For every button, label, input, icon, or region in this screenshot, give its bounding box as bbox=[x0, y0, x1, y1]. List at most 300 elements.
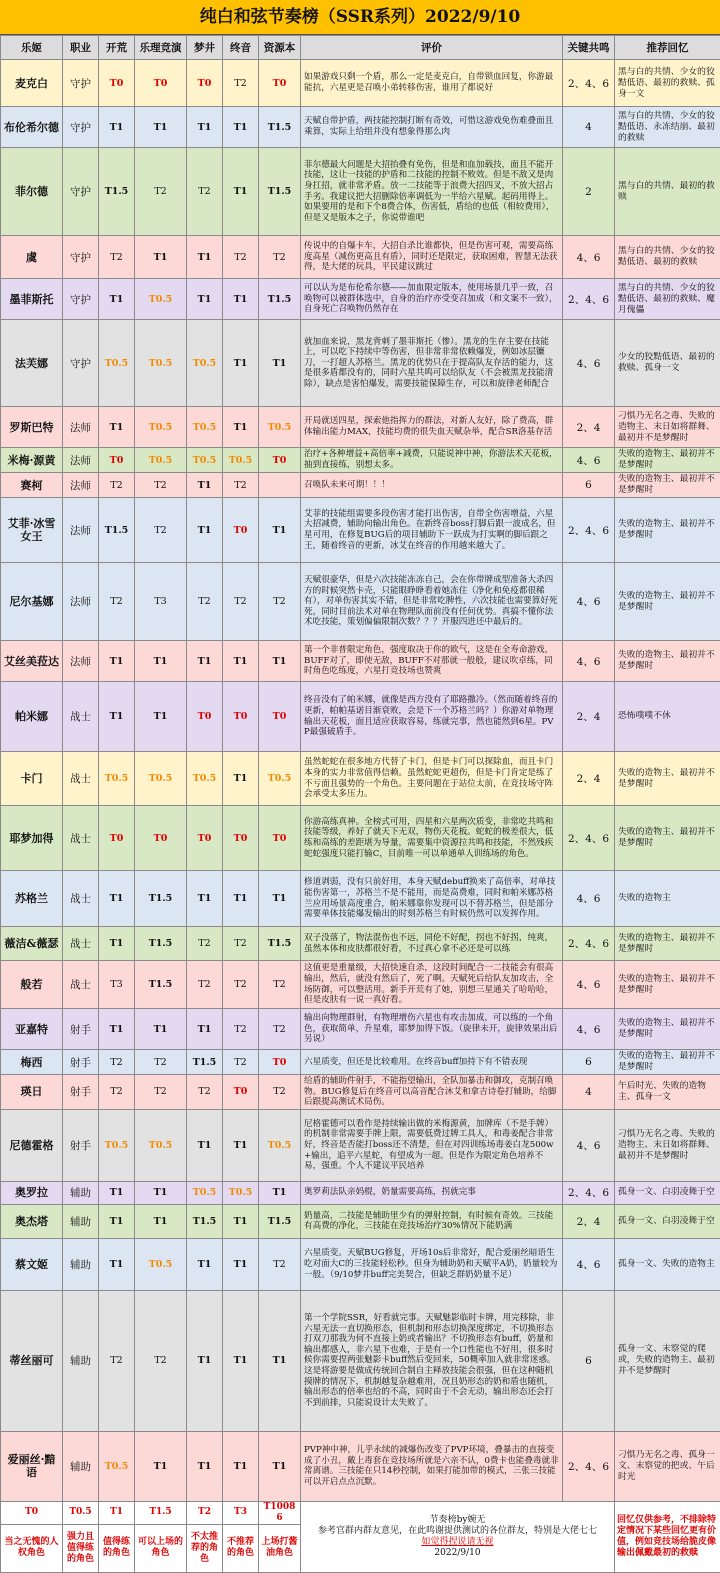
legend-desc: 上场打酱油角色 bbox=[259, 1524, 301, 1572]
character-job: 辅助 bbox=[63, 1181, 99, 1204]
table-row bbox=[1, 1009, 720, 1050]
tier-cell: T1 bbox=[187, 1009, 223, 1050]
recommended-memory: 黑与白的共情、少女的狡黠低语、最初的救赎 bbox=[615, 236, 720, 279]
review-text: 输出向物理群射，有物理增伤六星也有攻击加成，可以练的一个角色，获取简单，升星难，耶梦加得下饭。（旋律未开，旋律效果出后另说） bbox=[301, 1009, 563, 1050]
table-row bbox=[1, 1075, 720, 1110]
review-text: 如果游戏只剩一个盾，那么一定是麦克白，自带锁血回复，你游最能抗，六星更是召唤小弟转移伤害，谁用了都说好 bbox=[301, 60, 563, 107]
legend-tier: T3 bbox=[223, 1501, 259, 1524]
tier-cell: T1 bbox=[259, 1181, 301, 1204]
table-row bbox=[1, 448, 720, 473]
tier-cell: T1 bbox=[135, 1181, 187, 1204]
tier-cell: T0.5 bbox=[187, 1181, 223, 1204]
legend-desc: 不推荐的角色 bbox=[223, 1524, 259, 1572]
review-text: 尼格霍德可以看作是持续输出做的米梅源黄，加牌库（不是手牌）的机制非常需要手牌上限，需要低费过牌工具人，和毒姜配合非常好，终音是否能打boss还不清楚，但在对四训练场毒姜白龙500w+输出，追平六星蛇，有望成为一超。但是作为限定角色培养不易，强重。个人不建议平民培养 bbox=[301, 1109, 563, 1181]
legend-tier: T1.5 bbox=[135, 1501, 187, 1524]
table-row bbox=[1, 1290, 720, 1431]
table-row bbox=[1, 1431, 720, 1501]
tier-cell: T0.5 bbox=[99, 320, 135, 407]
character-job: 法师 bbox=[63, 641, 99, 682]
table-row bbox=[1, 236, 720, 279]
tier-cell: T1.5 bbox=[187, 1204, 223, 1238]
col-header: 开荒 bbox=[99, 36, 135, 60]
col-header: 评价 bbox=[301, 36, 563, 60]
table-row bbox=[1, 1204, 720, 1238]
tier-cell: T1 bbox=[223, 320, 259, 407]
footer-link[interactable]: 如觉得捏说请无视 bbox=[303, 1537, 612, 1548]
review-text: 第一个非普限定角色，强度取决于你的欧气，这是在全寿命游戏，BUFF对了，即使无敌，BUFF不对那就一般般，建议吹卓练，同时角色吃练度，六星打竞技场也赞爽 bbox=[301, 641, 563, 682]
tier-cell: T1.5 bbox=[259, 107, 301, 148]
tier-cell: T0 bbox=[99, 806, 135, 871]
resonance-value: 6 bbox=[563, 473, 615, 498]
col-header: 乐理竞演 bbox=[135, 36, 187, 60]
character-job: 战士 bbox=[63, 871, 99, 927]
legend-tier: T0 bbox=[1, 1501, 63, 1524]
tier-cell: T2 bbox=[135, 473, 187, 498]
resonance-value: 6 bbox=[563, 1050, 615, 1075]
character-job: 守护 bbox=[63, 279, 99, 320]
resonance-value: 4 bbox=[563, 1075, 615, 1110]
recommended-memory: 失败的造物主、最初并不是梦醒时 bbox=[615, 498, 720, 563]
tier-cell: T0 bbox=[259, 682, 301, 752]
tier-cell: T1 bbox=[223, 107, 259, 148]
col-header: 职业 bbox=[63, 36, 99, 60]
tier-cell: T2 bbox=[99, 1075, 135, 1110]
review-text: 奶量高，二技能是辅助里少有的弹射控制，有时候有奇效。三技能有高费的净化，三技能在竞技场治疗30%情况下能奶满 bbox=[301, 1204, 563, 1238]
legend-desc: 强力且值得练的角色 bbox=[63, 1524, 99, 1572]
resonance-value: 2、4、6 bbox=[563, 60, 615, 107]
tier-cell: T1 bbox=[99, 927, 135, 961]
tier-cell: T0.5 bbox=[259, 407, 301, 448]
resonance-value: 4、6 bbox=[563, 448, 615, 473]
tier-cell: T1.5 bbox=[135, 871, 187, 927]
review-text: 六星质变，但还是比较难用。在终音buff加持下有不错表现 bbox=[301, 1050, 563, 1075]
tier-cell: T2 bbox=[135, 1290, 187, 1431]
tier-cell: T2 bbox=[259, 563, 301, 641]
review-text: 六星质变。天赋BUG修复，开场10s后非常好，配合爱丽丝暗语生吃对面大C的三技能轻松秒。但身为辅助奶和天赋平A奶，奶量较为一般。（9/10梦井buff完美契合，但缺乏群奶奶量不足） bbox=[301, 1238, 563, 1290]
tier-cell: T1.5 bbox=[135, 961, 187, 1009]
tier-cell: T1 bbox=[135, 236, 187, 279]
tier-cell: T0 bbox=[223, 498, 259, 563]
table-row bbox=[1, 1050, 720, 1075]
tier-cell: T1 bbox=[187, 279, 223, 320]
tier-cell: T2 bbox=[259, 1238, 301, 1290]
tier-cell: T0 bbox=[223, 682, 259, 752]
tier-cell: T2 bbox=[223, 927, 259, 961]
recommended-memory: 孤身一文、失败的造物主 bbox=[615, 1238, 720, 1290]
review-text: 这值更是重量级，大招快速自杀，这段时间配合一二技能会有很高输出，然后，就没有然后了，死了啊。天赋死后给队友加攻击，全场防御，可以整活用。新手开荒有了她，别想三星通关了哈哈哈，但是皮肤有一说一真好看。 bbox=[301, 961, 563, 1009]
tier-cell: T0 bbox=[223, 806, 259, 871]
tier-cell: T0.5 bbox=[223, 448, 259, 473]
table-row bbox=[1, 641, 720, 682]
character-name: 奥罗拉 bbox=[1, 1181, 63, 1204]
character-job: 战士 bbox=[63, 927, 99, 961]
tier-cell: T0.5 bbox=[187, 448, 223, 473]
recommended-memory: 失败的造物主、最初并不是梦醒时 bbox=[615, 806, 720, 871]
resonance-value: 2、4、6 bbox=[563, 279, 615, 320]
character-job: 法师 bbox=[63, 448, 99, 473]
tier-cell: T1 bbox=[187, 1238, 223, 1290]
tier-cell: T1 bbox=[99, 407, 135, 448]
review-text: 第一个学院SSR，好看就完事。天赋魅影临时卡牌，用完移除，非六星无法一直切换形态，但机制和形态切换深度绑定，不切换形态打双刀那我为何不直接上奶或者输出？不切换形态有buff，奶量和输出都感人，非六星下也难，于是有一个口性能也不好用，很多时候你需要捏两张魅影卡buff然后变回来，50概率加入就非常迷惑。这是将游要是做成传统回合制自主释放技能会很强，但在这种随机摸牌的情况下，机制越复杂越难用，况且奶形态的奶和盾也随机，输出形态的倍率也给的不高，同时由于不会无动，输出形态还会打不到前排，只能说设计太失败了。 bbox=[301, 1290, 563, 1431]
tier-cell: T0 bbox=[259, 448, 301, 473]
recommended-memory: 孤身一文、白羽凌舞于空 bbox=[615, 1181, 720, 1204]
tier-cell: T0.5 bbox=[135, 279, 187, 320]
col-header: 推荐回忆 bbox=[615, 36, 720, 60]
table-row bbox=[1, 107, 720, 148]
tier-cell: T0 bbox=[187, 806, 223, 871]
tier-cell: T2 bbox=[259, 236, 301, 279]
table-row bbox=[1, 1181, 720, 1204]
tier-cell: T0.5 bbox=[135, 448, 187, 473]
character-job: 辅助 bbox=[63, 1290, 99, 1431]
table-row bbox=[1, 279, 720, 320]
tier-cell: T0 bbox=[259, 806, 301, 871]
recommended-memory: 失败的造物主、最初并不是梦醒时 bbox=[615, 927, 720, 961]
character-job: 战士 bbox=[63, 961, 99, 1009]
tier-cell: T1 bbox=[223, 641, 259, 682]
review-text: 召唤队未来可期！！！ bbox=[301, 473, 563, 498]
tier-cell: T1.5 bbox=[259, 279, 301, 320]
tier-cell: T1 bbox=[223, 148, 259, 236]
tier-cell: T1 bbox=[99, 682, 135, 752]
tier-cell: T2 bbox=[259, 1075, 301, 1110]
legend-desc: 值得练的角色 bbox=[99, 1524, 135, 1572]
tier-cell: T1.5 bbox=[259, 1204, 301, 1238]
tier-cell: T1 bbox=[187, 1290, 223, 1431]
resonance-value: 4 bbox=[563, 107, 615, 148]
table-row bbox=[1, 407, 720, 448]
resonance-value: 4、6 bbox=[563, 961, 615, 1009]
tier-cell: T2 bbox=[187, 563, 223, 641]
character-name: 梅西 bbox=[1, 1050, 63, 1075]
tier-cell: T1 bbox=[223, 279, 259, 320]
tier-cell: T2 bbox=[223, 961, 259, 1009]
tier-cell: T0.5 bbox=[187, 752, 223, 806]
review-text: 双子没落了，物法混伤也不远，同伦不好配，拐也不好拐，纯爽，虽然本体和皮肤都很好看，不过真心拿不必还是可以练 bbox=[301, 927, 563, 961]
review-text: 传说中的自爆卡车，大招自杀比谁都快，但是伤害可观，需要高练度高星（减伤更高且有盾），同时还是限定，获取困难，智慧无法获得，是大佬的玩具，平民建议跳过 bbox=[301, 236, 563, 279]
tier-cell: T1 bbox=[135, 1431, 187, 1501]
recommended-memory: 失败的造物主 bbox=[615, 871, 720, 927]
tier-cell: T1.5 bbox=[99, 148, 135, 236]
tier-cell: T1 bbox=[259, 498, 301, 563]
tier-cell: T1 bbox=[135, 682, 187, 752]
character-name: 般若 bbox=[1, 961, 63, 1009]
tier-cell: T0.5 bbox=[99, 752, 135, 806]
tier-cell: T2 bbox=[135, 1075, 187, 1110]
tier-cell: T1 bbox=[99, 1181, 135, 1204]
review-text: PVP神中神，儿乎永续的减爆伤改变了PVP环境，叠暴击的直接变成了小丑，戴上毒套在竞技场所就是六亲不认，0费卡也能叠毒就非常离谱。三技能在只14秒控制，如果打能加带的模式，三张三技能可以开启点点沉默。 bbox=[301, 1431, 563, 1501]
character-name: 瑛日 bbox=[1, 1075, 63, 1110]
tier-cell: T1 bbox=[135, 1009, 187, 1050]
table-row bbox=[1, 563, 720, 641]
character-job: 守护 bbox=[63, 107, 99, 148]
legend-desc: 不太推荐的角色 bbox=[187, 1524, 223, 1572]
legend-desc: 可以上场的角色 bbox=[135, 1524, 187, 1572]
footer-credits bbox=[301, 1501, 615, 1572]
character-name: 爱丽丝·黯语 bbox=[1, 1431, 63, 1501]
footer-date: 2022/9/10 bbox=[303, 1548, 612, 1559]
table-row bbox=[1, 1109, 720, 1181]
tier-cell: T1 bbox=[135, 1204, 187, 1238]
tier-cell: T1 bbox=[99, 1204, 135, 1238]
tier-cell: T0 bbox=[99, 448, 135, 473]
legend-desc: 当之无愧的人权角色 bbox=[1, 1524, 63, 1572]
character-job: 射手 bbox=[63, 1109, 99, 1181]
tier-cell: T2 bbox=[99, 236, 135, 279]
tier-cell: T1 bbox=[99, 1238, 135, 1290]
tier-table bbox=[0, 35, 720, 1573]
table-row bbox=[1, 320, 720, 407]
resonance-value: 2、4、6 bbox=[563, 927, 615, 961]
tier-cell: T0.5 bbox=[187, 320, 223, 407]
recommended-memory: 黑与白的共情、少女的狡黠低语、最初的救赎、魔月傀儡 bbox=[615, 279, 720, 320]
resonance-value: 4、6 bbox=[563, 1109, 615, 1181]
review-text: 菲尔德最大问题是大招抬叠有免伤，但是和血加载技，面且不能开技能，这让一技能的护盾和二技能的控制不败效。但是不敌又是肉身扛招，就非常矛盾。放一二技能等于浪费大招四叉，不放大招占手劣。我建议把大招删除倍率调低为一半给六星赋。起码用得上。如果要用的是和下个8费合体，伤害低，盾给的也低（相较费用），但是又是版本之子，你说带谁吧 bbox=[301, 148, 563, 236]
tier-cell: T0 bbox=[187, 682, 223, 752]
tier-cell: T1 bbox=[187, 473, 223, 498]
tier-cell: T1 bbox=[223, 1431, 259, 1501]
character-job: 辅助 bbox=[63, 1238, 99, 1290]
header-row bbox=[1, 36, 720, 60]
character-name: 布伦希尔德 bbox=[1, 107, 63, 148]
tier-cell: T1.5 bbox=[135, 927, 187, 961]
table-row bbox=[1, 806, 720, 871]
resonance-value: 6 bbox=[563, 1290, 615, 1431]
character-job: 守护 bbox=[63, 148, 99, 236]
character-job: 法师 bbox=[63, 563, 99, 641]
review-text: 终音没有了帕米娜，就像是西方没有了耶路撒冷。（然而随着终音的更新，帕帕基诺目渐衰败，会是下一个苏格兰吗？）你游对单物理输出天花板，面且适应获取容易，练就完事，然也能然到6星。PVP最强破盾手。 bbox=[301, 682, 563, 752]
tier-cell: T0.5 bbox=[135, 407, 187, 448]
footer-author: 节奏榜by婉无 bbox=[303, 1515, 612, 1526]
resonance-value: 2 bbox=[563, 148, 615, 236]
tier-cell: T1 bbox=[187, 1109, 223, 1181]
resonance-value: 2、4、6 bbox=[563, 1181, 615, 1204]
tier-cell: T1 bbox=[187, 107, 223, 148]
character-name: 赛柯 bbox=[1, 473, 63, 498]
character-name: 蒂丝丽可 bbox=[1, 1290, 63, 1431]
tier-cell: T0 bbox=[259, 60, 301, 107]
tier-cell: T1 bbox=[99, 641, 135, 682]
tier-cell: T1 bbox=[259, 320, 301, 407]
tier-cell: T2 bbox=[187, 961, 223, 1009]
footer-thanks: 参考官群内群友意见，在此鸣谢提供测试的各位群友，特别是大佬七七 bbox=[303, 1526, 612, 1537]
tier-cell: T0 bbox=[99, 60, 135, 107]
tier-cell: T0.5 bbox=[135, 320, 187, 407]
tier-cell: T1 bbox=[223, 1109, 259, 1181]
character-job: 射手 bbox=[63, 1009, 99, 1050]
recommended-memory: 孤身一文、末察觉的爬或，失败的造物主、最初并不是梦醒时 bbox=[615, 1290, 720, 1431]
character-job: 辅助 bbox=[63, 1431, 99, 1501]
recommended-memory: 孤身一文、白羽凌舞于空 bbox=[615, 1204, 720, 1238]
character-name: 薇洁&薇瑟 bbox=[1, 927, 63, 961]
tier-cell: T1 bbox=[259, 1290, 301, 1431]
resonance-value: 4、6 bbox=[563, 871, 615, 927]
review-text: 你游高练真神。全榜式可用，四星和六星两次质变，非常吃共鸣和技能等级，养好了就天下无双，物伤天花板。蛇蛇的极差很大，低练和高练的差距堪为导量，需要集中资源拉共鸣和技能，不然残疾蛇蛇强度只能打输C，目前唯一可以单通单人训练场的角色。 bbox=[301, 806, 563, 871]
recommended-memory: 失败的造物主、最初并不是梦醒时 bbox=[615, 641, 720, 682]
tier-cell: T2 bbox=[223, 60, 259, 107]
recommended-memory: 少女的狡黠低语、最初的救赎、孤身一文 bbox=[615, 320, 720, 407]
legend-tier: T1 bbox=[99, 1501, 135, 1524]
tier-cell: T1 bbox=[187, 871, 223, 927]
recommended-memory: 黑与白的共情、少女的狡黠低语、永冻结崩、最初的救赎 bbox=[615, 107, 720, 148]
character-job: 射手 bbox=[63, 1075, 99, 1110]
tier-cell: T0.5 bbox=[135, 1238, 187, 1290]
tier-cell: T0 bbox=[135, 806, 187, 871]
table-row bbox=[1, 682, 720, 752]
resonance-value: 4、6 bbox=[563, 1238, 615, 1290]
tier-cell: T0 bbox=[187, 60, 223, 107]
col-header: 终音 bbox=[223, 36, 259, 60]
tier-cell: T2 bbox=[187, 148, 223, 236]
tier-cell: T0 bbox=[135, 60, 187, 107]
review-text: 天赋自带护盾，两技能控制打断有奇效，可惜这游戏免伤难叠面且乘算，实际上给组并没有想象得那么肉 bbox=[301, 107, 563, 148]
tier-cell bbox=[259, 473, 301, 498]
tier-cell: T0.5 bbox=[99, 1431, 135, 1501]
character-job: 战士 bbox=[63, 682, 99, 752]
tier-cell: T3 bbox=[135, 563, 187, 641]
tier-cell: T2 bbox=[223, 236, 259, 279]
resonance-value: 2、4、6 bbox=[563, 498, 615, 563]
character-job: 守护 bbox=[63, 236, 99, 279]
resonance-value: 4、6 bbox=[563, 320, 615, 407]
tier-cell: T1 bbox=[187, 641, 223, 682]
col-header: 关键共鸣 bbox=[563, 36, 615, 60]
tier-cell: T1 bbox=[259, 641, 301, 682]
character-name: 罗斯巴特 bbox=[1, 407, 63, 448]
resonance-value: 2、4、6 bbox=[563, 1431, 615, 1501]
tier-cell: T2 bbox=[223, 1009, 259, 1050]
legend-tier: T0.5 bbox=[63, 1501, 99, 1524]
resonance-value: 4、6 bbox=[563, 641, 615, 682]
review-text: 可以认为是布伦希尔德——加血限定版本，使用场景几乎一致，召唤物可以被群体选中，自身的治疗亦受变召加成（和文案不一致），自身死亡召唤物仍然存在 bbox=[301, 279, 563, 320]
tier-cell: T1 bbox=[187, 236, 223, 279]
resonance-value: 4、6 bbox=[563, 1009, 615, 1050]
tier-cell: T3 bbox=[99, 961, 135, 1009]
tier-cell: T1.5 bbox=[99, 498, 135, 563]
col-header: 资源本 bbox=[259, 36, 301, 60]
tier-cell: T1.5 bbox=[259, 148, 301, 236]
tier-cell: T2 bbox=[223, 563, 259, 641]
review-text: 治疗+各种增益+高倍率+减费，只能说神中神，你游法术天花板，抽到直接练，别想太多。 bbox=[301, 448, 563, 473]
character-name: 墨菲斯托 bbox=[1, 279, 63, 320]
resonance-value: 2、4 bbox=[563, 682, 615, 752]
character-name: 麦克白 bbox=[1, 60, 63, 107]
tier-cell: T2 bbox=[99, 1050, 135, 1075]
rec-note: 回忆仅供参考，不排除特定情况下某些回忆更有价值，例如竞技场给脆皮像输出佩戴最初的救赎 bbox=[615, 1501, 720, 1572]
tier-cell: T1 bbox=[99, 279, 135, 320]
recommended-memory: 失败的造物主、最初并不是梦醒时 bbox=[615, 473, 720, 498]
tier-cell: T0 bbox=[259, 1050, 301, 1075]
review-text: 艾菲的技能组需要多段伤害才能打出伤害，自带全伤害增益，六星大招减费，辅助向输出角色。在新终音boss打脚后跟一波成名，但星可用，在修复BUG后的项目辅助下一跃成为打实啊的脚后跟之王，随着终音的更新，冰艾在终音的作用越来越大了。 bbox=[301, 498, 563, 563]
legend-tier: T10086 bbox=[259, 1501, 301, 1524]
recommended-memory: 失败的造物主、最初并不是梦醒时 bbox=[615, 961, 720, 1009]
table-row bbox=[1, 1238, 720, 1290]
recommended-memory: 刁惧乃无名之毒、失败的造物主、末日如将群舞、最初并不是梦醒时 bbox=[615, 407, 720, 448]
resonance-value: 2、4、6 bbox=[563, 806, 615, 871]
recommended-memory: 失败的造物主、最初并不是梦醒时 bbox=[615, 563, 720, 641]
character-job: 法师 bbox=[63, 407, 99, 448]
tier-cell: T2 bbox=[223, 1050, 259, 1075]
tier-cell: T2 bbox=[99, 473, 135, 498]
tier-cell: T1 bbox=[135, 641, 187, 682]
tier-cell: T1.5 bbox=[259, 927, 301, 961]
tier-cell: T1 bbox=[259, 1431, 301, 1501]
legend-tier: T2 bbox=[187, 1501, 223, 1524]
recommended-memory: 失败的造物主、最初并不是梦醒时 bbox=[615, 448, 720, 473]
review-text: 虽然蛇蛇在很多地方代替了卡门，但是卡门可以探除血，而且卡门本身的实力非常值得信赖。虽然蛇蛇更超伤，但是卡门肯定是练了不亏面且强势的一个角色。主要问题在于站位太前，在竞技场守阵会承受太多压力。 bbox=[301, 752, 563, 806]
character-name: 奥杰塔 bbox=[1, 1204, 63, 1238]
tier-cell: T2 bbox=[99, 563, 135, 641]
character-job: 射手 bbox=[63, 1050, 99, 1075]
character-job: 法师 bbox=[63, 473, 99, 498]
character-name: 艾丝美菈达 bbox=[1, 641, 63, 682]
table-row bbox=[1, 752, 720, 806]
table-row bbox=[1, 961, 720, 1009]
character-name: 菲尔德 bbox=[1, 148, 63, 236]
tier-cell: T2 bbox=[99, 1290, 135, 1431]
review-text: 给盾的辅助件射手，不能指望输出，全队加暴击和御攻，克制召唤物。BUG修复后在终音可以高音配合沐艾和拿吉诗卷打辅助，给脚后跟提高测试术局伤。 bbox=[301, 1075, 563, 1110]
tier-cell: T2 bbox=[223, 473, 259, 498]
character-name: 蔡文姬 bbox=[1, 1238, 63, 1290]
character-name: 尼尔基娜 bbox=[1, 563, 63, 641]
resonance-value: 4、6 bbox=[563, 563, 615, 641]
character-name: 艾菲·冰雪女王 bbox=[1, 498, 63, 563]
character-job: 守护 bbox=[63, 60, 99, 107]
tier-cell: T0.5 bbox=[135, 1109, 187, 1181]
character-name: 帕米娜 bbox=[1, 682, 63, 752]
tier-cell: T2 bbox=[135, 1050, 187, 1075]
page-title: 纯白和弦节奏榜（SSR系列）2022/9/10 bbox=[0, 0, 720, 35]
recommended-memory: 失败的造物主、最初并不是梦醒时 bbox=[615, 752, 720, 806]
tier-cell: T0.5 bbox=[135, 752, 187, 806]
review-text: 修道剥弱，没有只前好用，本身天赋debuff换来了高倍率，对单技能伤害第一，苏格兰不是不能用，而是高费难，同时和帕米娜苏格兰应用场景高度重合，帕米娜靠你发现可以不替苏格兰，但是部分需要单体技能爆发输出的时刻苏格兰有时候仍然可以发挥作用。 bbox=[301, 871, 563, 927]
tier-cell: T0.5 bbox=[187, 407, 223, 448]
character-name: 卡门 bbox=[1, 752, 63, 806]
table-row bbox=[1, 148, 720, 236]
character-name: 米梅·源黄 bbox=[1, 448, 63, 473]
tier-cell: T2 bbox=[187, 1075, 223, 1110]
tier-cell: T0.5 bbox=[259, 752, 301, 806]
character-job: 战士 bbox=[63, 806, 99, 871]
character-name: 虞 bbox=[1, 236, 63, 279]
tier-cell: T1 bbox=[187, 1431, 223, 1501]
tier-cell: T1 bbox=[223, 407, 259, 448]
tier-cell: T1.5 bbox=[187, 1050, 223, 1075]
recommended-memory: 失败的造物主、最初并不是梦醒时 bbox=[615, 1009, 720, 1050]
tier-cell: T1 bbox=[187, 498, 223, 563]
recommended-memory: 午后时光、失败的造物主、孤身一文 bbox=[615, 1075, 720, 1110]
recommended-memory: 恐怖噗噗不休 bbox=[615, 682, 720, 752]
review-text: 奥罗莉法队亲妈棍，奶量需要高练，拐就完事 bbox=[301, 1181, 563, 1204]
tier-cell: T1 bbox=[259, 871, 301, 927]
resonance-value: 4、6 bbox=[563, 236, 615, 279]
col-header: 乐姬 bbox=[1, 36, 63, 60]
tier-cell: T0 bbox=[223, 1075, 259, 1110]
character-name: 法芙娜 bbox=[1, 320, 63, 407]
tier-cell: T2 bbox=[259, 961, 301, 1009]
table-row bbox=[1, 927, 720, 961]
tier-cell: T1 bbox=[99, 1009, 135, 1050]
recommended-memory: 刁惧乃无名之毒、失败的造物主、末日如将群舞、最初并不是梦醒时 bbox=[615, 1109, 720, 1181]
character-job: 战士 bbox=[63, 752, 99, 806]
table-row bbox=[1, 60, 720, 107]
resonance-value: 2、4 bbox=[563, 407, 615, 448]
tier-cell: T1 bbox=[223, 871, 259, 927]
recommended-memory: 黑与白的共情、少女的狡黠低语、最初的救赎、孤身一文 bbox=[615, 60, 720, 107]
review-text: 天赋很豪华，但是六次技能冻冻自己，会在你带牌成型准备大杀四方的时候突然卡壳，只能眼睁睁看着她冻住（净化和免疫都很稀有），对单伤害其实不错，但是非常吃脾性，六次技能也需要算好死死，同时目前法术对单在物理队面前没有任何优势。真搞不懂你法术吃技能，策划偏偏限制次数？？？开服四进还中最后的。 bbox=[301, 563, 563, 641]
tier-cell: T1 bbox=[135, 107, 187, 148]
character-job: 法师 bbox=[63, 498, 99, 563]
